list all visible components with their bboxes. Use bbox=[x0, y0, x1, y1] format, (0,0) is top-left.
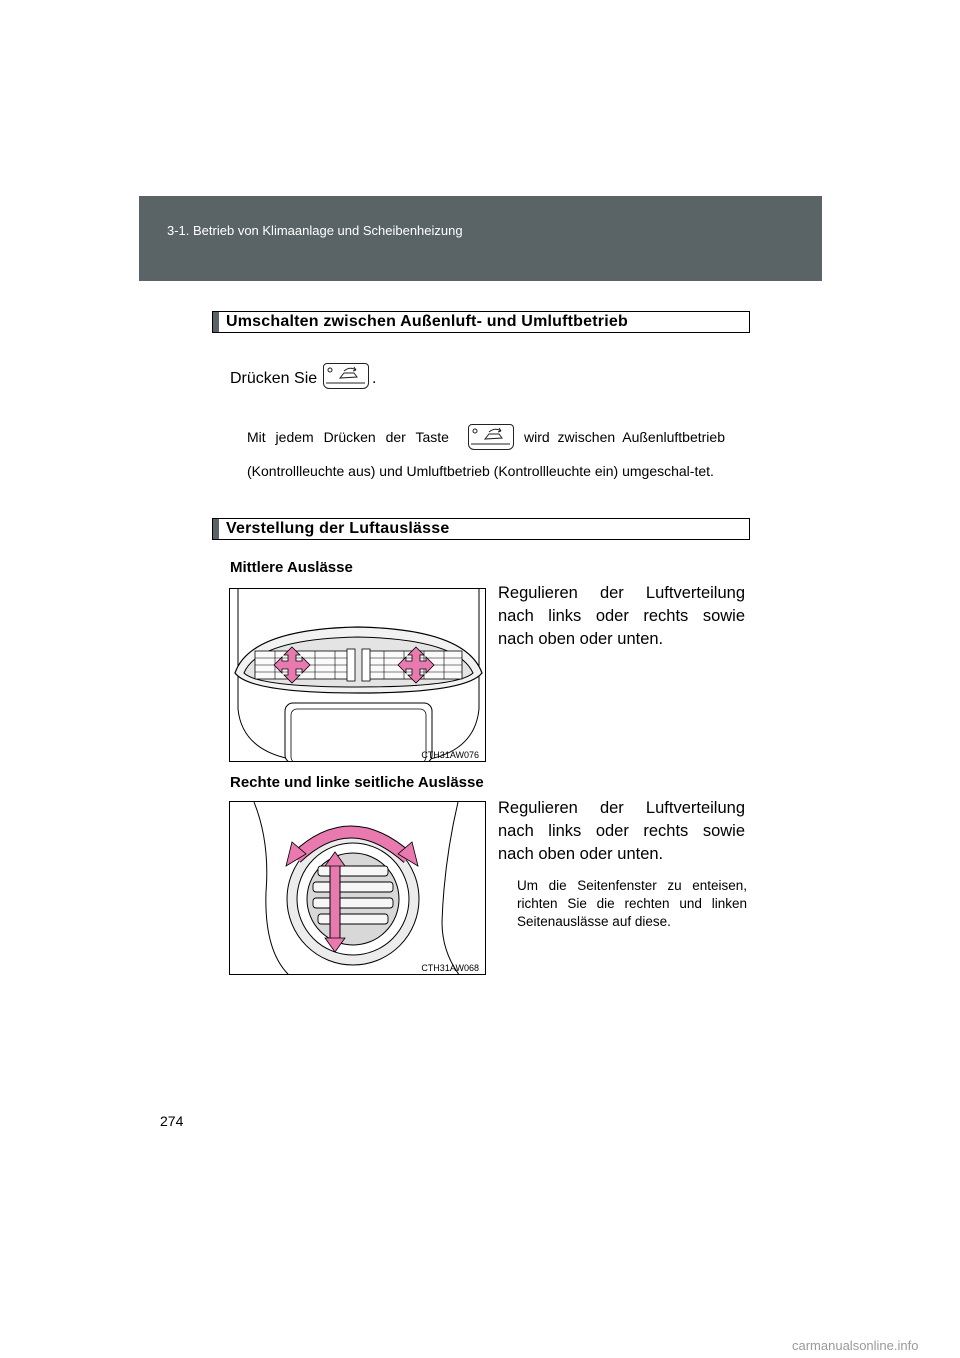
page-number: 274 bbox=[160, 1113, 184, 1129]
note-rest: (Kontrollleuchte aus) und Umluftbetrieb (Kontrollleuchte ein) umgeschal-tet. bbox=[247, 463, 714, 479]
center-vents-illustration bbox=[230, 589, 486, 762]
figure-code: CTH31AW068 bbox=[421, 963, 479, 973]
section-heading-recirculation bbox=[212, 311, 750, 333]
section-title: Umschalten zwischen Außenluft- und Umluftbetrieb bbox=[226, 313, 628, 330]
section-title: Verstellung der Luftauslässe bbox=[226, 520, 450, 537]
center-vents-figure bbox=[229, 588, 486, 762]
recirculation-button-icon bbox=[323, 363, 369, 389]
chapter-title: 3-1. Betrieb von Klimaanlage und Scheibenheizung bbox=[167, 223, 463, 238]
side-vents-figure bbox=[229, 801, 486, 975]
section-marker bbox=[213, 312, 219, 332]
center-vents-text: Regulieren der Luftverteilung nach links oder rechts sowie nach oben oder unten. bbox=[498, 584, 745, 648]
instruction-text: Drücken Sie bbox=[230, 370, 318, 387]
chapter-header bbox=[139, 196, 822, 281]
side-vents-text: Regulieren der Luftverteilung nach links oder rechts sowie nach oben oder unten. bbox=[498, 799, 745, 863]
section-heading-vents bbox=[212, 518, 750, 540]
side-vents-heading: Rechte und linke seitliche Auslässe bbox=[230, 774, 484, 791]
note-line1-before: Mit jedem Drücken der Taste bbox=[247, 429, 449, 445]
watermark: carmanualsonline.info bbox=[792, 1338, 919, 1353]
section-marker bbox=[213, 519, 219, 539]
recirculation-button-icon-inline bbox=[468, 424, 514, 450]
figure-code: CTH31AW076 bbox=[421, 750, 479, 760]
side-vents-note: Um die Seitenfenster zu enteisen, richten Sie die rechten und linken Seitenauslässe auf diese. bbox=[517, 878, 747, 929]
center-vents-heading: Mittlere Auslässe bbox=[230, 559, 353, 576]
instruction-period: . bbox=[372, 370, 377, 387]
side-vents-illustration bbox=[230, 802, 486, 975]
note-line1-after: wird zwischen Außenluftbetrieb bbox=[524, 429, 725, 445]
